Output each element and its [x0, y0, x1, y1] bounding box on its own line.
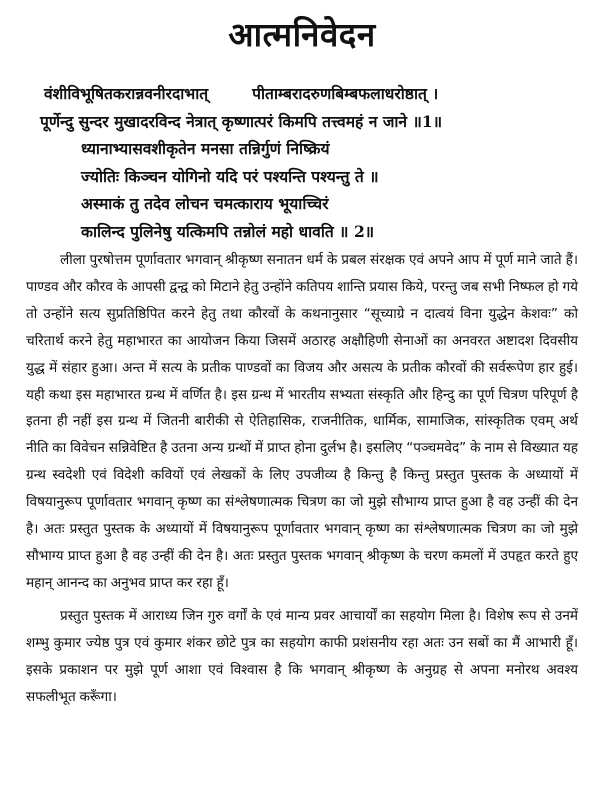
verse-line: अस्माकं तु तदेव लोचन चमत्काराय भूयाच्चिरं [81, 194, 329, 213]
sanskrit-verses [26, 80, 578, 245]
paragraph: लीला पुरषोत्तम पूर्णावतार भगवान् श्रीकृष्ण सनातन धर्म के प्रबल संरक्षक एवं अपने आप में पूर्ण माने जाते हैं। पाण्डव और कौरव के आपसी द्वन्द्व को मिटाने हेतु उन्होंने कतिपय शान्ति प्रयास किये, परन्तु जब सभी निष्फल हो गये तो उन्होंने सत्य सुप्रतिष्ठिपित करने हेतु तथा कौरवों के कथनानुसार “सूच्याग्रे न दात्वयं विना युद्धेन केशवः” को चरितार्थ करने हेतु महाभारत का आयोजन किया जिसमें अठारह अक्षौहिणी सेनाओं का अनवरत अष्टादश दिवसीय युद्ध में संहार हुआ। अन्त में सत्य के प्रतीक पाण्डवों का विजय और असत्य के प्रतीक कौरवों की सर्वरूपेण हार हुई। यही कथा इस महाभारत ग्रन्थ में वर्णित है। इस ग्रन्थ में भारतीय सभ्यता संस्कृति और हिन्दु का पूर्ण चित्रण परिपूर्ण है इतना ही नहीं इस ग्रन्थ में जितनी बारीकी से ऐतिहासिक, राजनीतिक, धार्मिक, सामाजिक, सांस्कृतिक एवम् अर्थ नीति का विवेचन सन्निवेष्टित है उतना अन्य ग्रन्थों में प्राप्त होना दुर्लभ है। इसलिए “पञ्चमवेद” के नाम से विख्यात यह ग्रन्थ स्वदेशी एवं विदेशी कवियों एवं लेखकों के लिए उपजीव्य है किन्तु है किन्तु प्रस्तुत पुस्तक के अध्यायों में विषयानुरूप पूर्णावतार भगवान् कृष्ण का संश्लेषणात्मक चित्रण का जो मुझे सौभाग्य प्राप्त हुआ है वह उन्हीं की देन है। अतः प्रस्तुत पुस्तक के अध्यायों में विषयानुरूप पूर्णावतार भगवान् कृष्ण का संश्लेषणात्मक चित्रण का जो मुझे सौभाग्य प्राप्त हुआ है वह उन्हीं की देन है। अतः प्रस्तुत पुस्तक भगवान् श्रीकृष्ण के चरण कमलों में उपहृत करते हुए महान् आनन्द का अनुभव प्राप्त कर रहा हूँ। [26, 252, 579, 591]
verse-line: पूर्णेन्दु सुन्दर मुखादरविन्द नेत्रात् कृष्णात्परं किमपि तत्त्वमहं न जाने ॥1॥ [40, 111, 443, 131]
verse-line [26, 80, 578, 108]
verse-line-part: वंशीविभूषितकरान्नवनीरदाभात् [44, 84, 209, 103]
verse-line: ज्योतिः किञ्चन योगिनो यदि परं पश्यन्ति पश्यन्तु ते ॥ [81, 166, 379, 186]
paragraph: प्रस्तुत पुस्तक में आराध्य जिन गुरु वर्गों के एवं मान्य प्रवर आचार्यों का सहयोग मिला है। विशेष रूप से उनमें शम्भु कुमार ज्येष्ठ पुत्र एवं कुमार शंकर छोटे पुत्र का सहयोग काफी प्रशंसनीय रहा अतः उन सबों का मैं आभारी हूँ। इसके प्रकाशन पर मुझे पूर्ण आशा एवं विश्वास है कि भगवान् श्रीकृष्ण के अनुग्रह से अपना मनोरथ अवश्य सफलीभूत करूँगा। [26, 607, 578, 705]
verse-line-part: पीताम्बरादरुणबिम्बफलाधरोष्ठात् । [252, 84, 439, 103]
body-text [26, 247, 578, 710]
page-title: आत्मनिवेदन [228, 15, 376, 54]
verse-line: कालिन्द पुलिनेषु यत्किमपि तन्नोलं महो धावति ॥ 2॥ [81, 221, 375, 241]
verse-line: ध्यानाभ्यासवशीकृतेन मनसा तन्निर्गुणं निष्क्रियं [81, 139, 330, 158]
